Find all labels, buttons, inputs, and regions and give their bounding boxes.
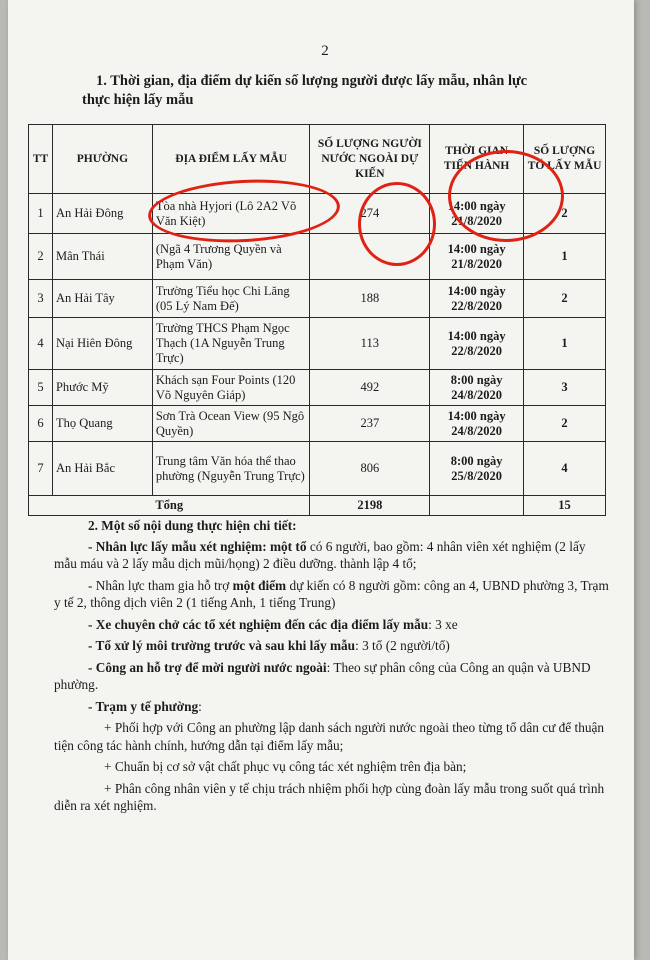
total-label: Tổng: [29, 496, 310, 516]
total-empty-cell: [430, 496, 524, 516]
header-so-to: SỐ LƯỢNG TỔ LẤY MẪU: [524, 125, 606, 194]
row-tt: 5: [29, 370, 53, 406]
table-row: [29, 234, 606, 280]
header-phuong: PHƯỜNG: [52, 125, 152, 194]
table-total-row: [29, 496, 606, 516]
row-phuong: An Hải Bắc: [52, 442, 152, 496]
row-phuong: Mân Thái: [52, 234, 152, 280]
row-thoi-gian: 14:00 ngày 24/8/2020: [430, 406, 524, 442]
row-so-to: 4: [524, 442, 606, 496]
table-body: [29, 194, 606, 516]
row-dia-diem: Tòa nhà Hyjori (Lô 2A2 Võ Văn Kiệt): [152, 194, 310, 234]
table-row: [29, 370, 606, 406]
paragraph-health-station-bold: - Trạm y tế phường: [88, 698, 199, 714]
row-phuong: Phước Mỹ: [52, 370, 152, 406]
section-2-title: 2. Một số nội dung thực hiện chi tiết:: [88, 518, 297, 533]
page-number: 2: [321, 43, 329, 59]
row-so-to: 2: [524, 280, 606, 318]
row-so-to: 3: [524, 370, 606, 406]
row-so-luong: 188: [310, 280, 430, 318]
row-dia-diem: Sơn Trà Ocean View (95 Ngô Quyền): [152, 406, 310, 442]
row-thoi-gian: 8:00 ngày 24/8/2020: [430, 370, 524, 406]
paragraph-health-station: [54, 698, 609, 716]
paragraph-support-bold: một điểm: [232, 577, 287, 593]
paragraph-health-station-text: :: [198, 698, 202, 714]
row-dia-diem: Trường THCS Phạm Ngọc Thạch (1A Nguyễn Trung Trực): [152, 318, 310, 370]
paragraph-staff-bold: - Nhân lực lấy mẫu xét nghiệm: một tổ: [88, 538, 307, 554]
table-header-row: [29, 125, 606, 194]
row-so-luong: 806: [310, 442, 430, 496]
section-1-title: [82, 72, 616, 110]
row-phuong: Nại Hiên Đông: [52, 318, 152, 370]
row-phuong: Thọ Quang: [52, 406, 152, 442]
total-teams: 15: [524, 496, 606, 516]
row-thoi-gian: 14:00 ngày 21/8/2020: [430, 194, 524, 234]
row-thoi-gian: 8:00 ngày 25/8/2020: [430, 442, 524, 496]
paragraph-vehicles: [54, 616, 609, 634]
row-phuong: An Hải Tây: [52, 280, 152, 318]
paragraph-support-text: dự kiến có 8 người gồm: công an 4, UBND phường 3, Trạm y tế 2, thông dịch viên 2 (1 tiếng Anh, 1 tiếng Trung): [54, 577, 609, 610]
paragraph-police-bold: - Công an hỗ trợ để mời người nước ngoài: [88, 659, 327, 675]
paragraph-environment-bold: - Tổ xử lý môi trường trước và sau khi lấy mẫu: [88, 638, 356, 653]
paragraph-police: [54, 659, 609, 694]
header-tt: TT: [29, 125, 53, 194]
table-row: [29, 280, 606, 318]
table-row: [29, 194, 606, 234]
row-thoi-gian: 14:00 ngày 22/8/2020: [430, 280, 524, 318]
table-row: [29, 406, 606, 442]
row-so-luong: 492: [310, 370, 430, 406]
section-1-title-line1: 1. Thời gian, địa điểm dự kiến số lượng người được lấy mẫu, nhân lực: [96, 73, 528, 89]
row-dia-diem: Trường Tiểu học Chi Lăng (05 Lý Nam Đế): [152, 280, 310, 318]
paragraph-support: [54, 577, 609, 612]
header-so-luong: SỐ LƯỢNG NGƯỜI NƯỚC NGOÀI DỰ KIẾN: [310, 125, 430, 194]
header-thoi-gian: THỜI GIAN TIẾN HÀNH: [430, 125, 524, 194]
paragraph-prepare: + Chuẩn bị cơ sở vật chất phục vụ công tác xét nghiệm trên địa bàn;: [104, 759, 467, 774]
paragraph-support-a: - Nhân lực tham gia hỗ trợ: [88, 577, 233, 593]
paragraph-coordinate: + Phối hợp với Công an phường lập danh sách người nước ngoài theo từng tổ dân cư để thuận tiện công tác hành chính, hướng dẫn tại điểm lấy mẫu;: [54, 720, 605, 753]
row-phuong: An Hải Đông: [52, 194, 152, 234]
table-row: [29, 442, 606, 496]
header-dia-diem: ĐỊA ĐIỂM LẤY MẪU: [152, 125, 310, 194]
paragraph-environment: [54, 637, 609, 655]
row-dia-diem: Trung tâm Văn hóa thể thao phường (Nguyễn Trung Trực): [152, 442, 310, 496]
sampling-table: [28, 124, 606, 516]
row-thoi-gian: 14:00 ngày 21/8/2020: [430, 234, 524, 280]
paragraph-environment-text: : 3 tổ (2 người/tổ): [355, 638, 450, 653]
table-row: [29, 318, 606, 370]
paragraph-staff-text: có 6 người, bao gồm: 4 nhân viên xét nghiệm (2 lấy mẫu máu và 2 lấy mẫu dịch mũi/họng) 2 điều dưỡng. thành lập 4 tổ;: [54, 538, 586, 571]
row-tt: 6: [29, 406, 53, 442]
total-people: 2198: [310, 496, 430, 516]
paragraph-police-text: : Theo sự phân công của Công an quận và UBND phường.: [54, 659, 591, 692]
row-dia-diem: (Ngã 4 Trương Quyền và Phạm Văn): [152, 234, 310, 280]
row-so-luong: 274: [310, 194, 430, 234]
row-thoi-gian: 14:00 ngày 22/8/2020: [430, 318, 524, 370]
row-tt: 2: [29, 234, 53, 280]
paragraph-vehicles-bold: - Xe chuyên chở các tổ xét nghiệm đến các địa điểm lấy mẫu: [88, 616, 429, 632]
row-tt: 3: [29, 280, 53, 318]
paragraph-vehicles-text: : 3 xe: [428, 616, 458, 632]
paragraph-assign: + Phân công nhân viên y tế chịu trách nhiệm phối hợp cùng đoàn lấy mẫu trong suốt quá trình diễn ra xét nghiệm.: [54, 780, 605, 813]
row-tt: 1: [29, 194, 53, 234]
row-so-luong: 113: [310, 318, 430, 370]
row-tt: 7: [29, 442, 53, 496]
row-so-to: 2: [524, 194, 606, 234]
row-so-to: 2: [524, 406, 606, 442]
section-2: [54, 517, 609, 815]
row-so-to: 1: [524, 318, 606, 370]
row-so-luong: 237: [310, 406, 430, 442]
row-so-luong: [310, 234, 430, 280]
row-tt: 4: [29, 318, 53, 370]
paragraph-staff: [54, 538, 609, 573]
section-1-title-line2: thực hiện lấy mẫu: [82, 92, 194, 108]
row-so-to: 1: [524, 234, 606, 280]
row-dia-diem: Khách sạn Four Points (120 Võ Nguyên Giáp): [152, 370, 310, 406]
